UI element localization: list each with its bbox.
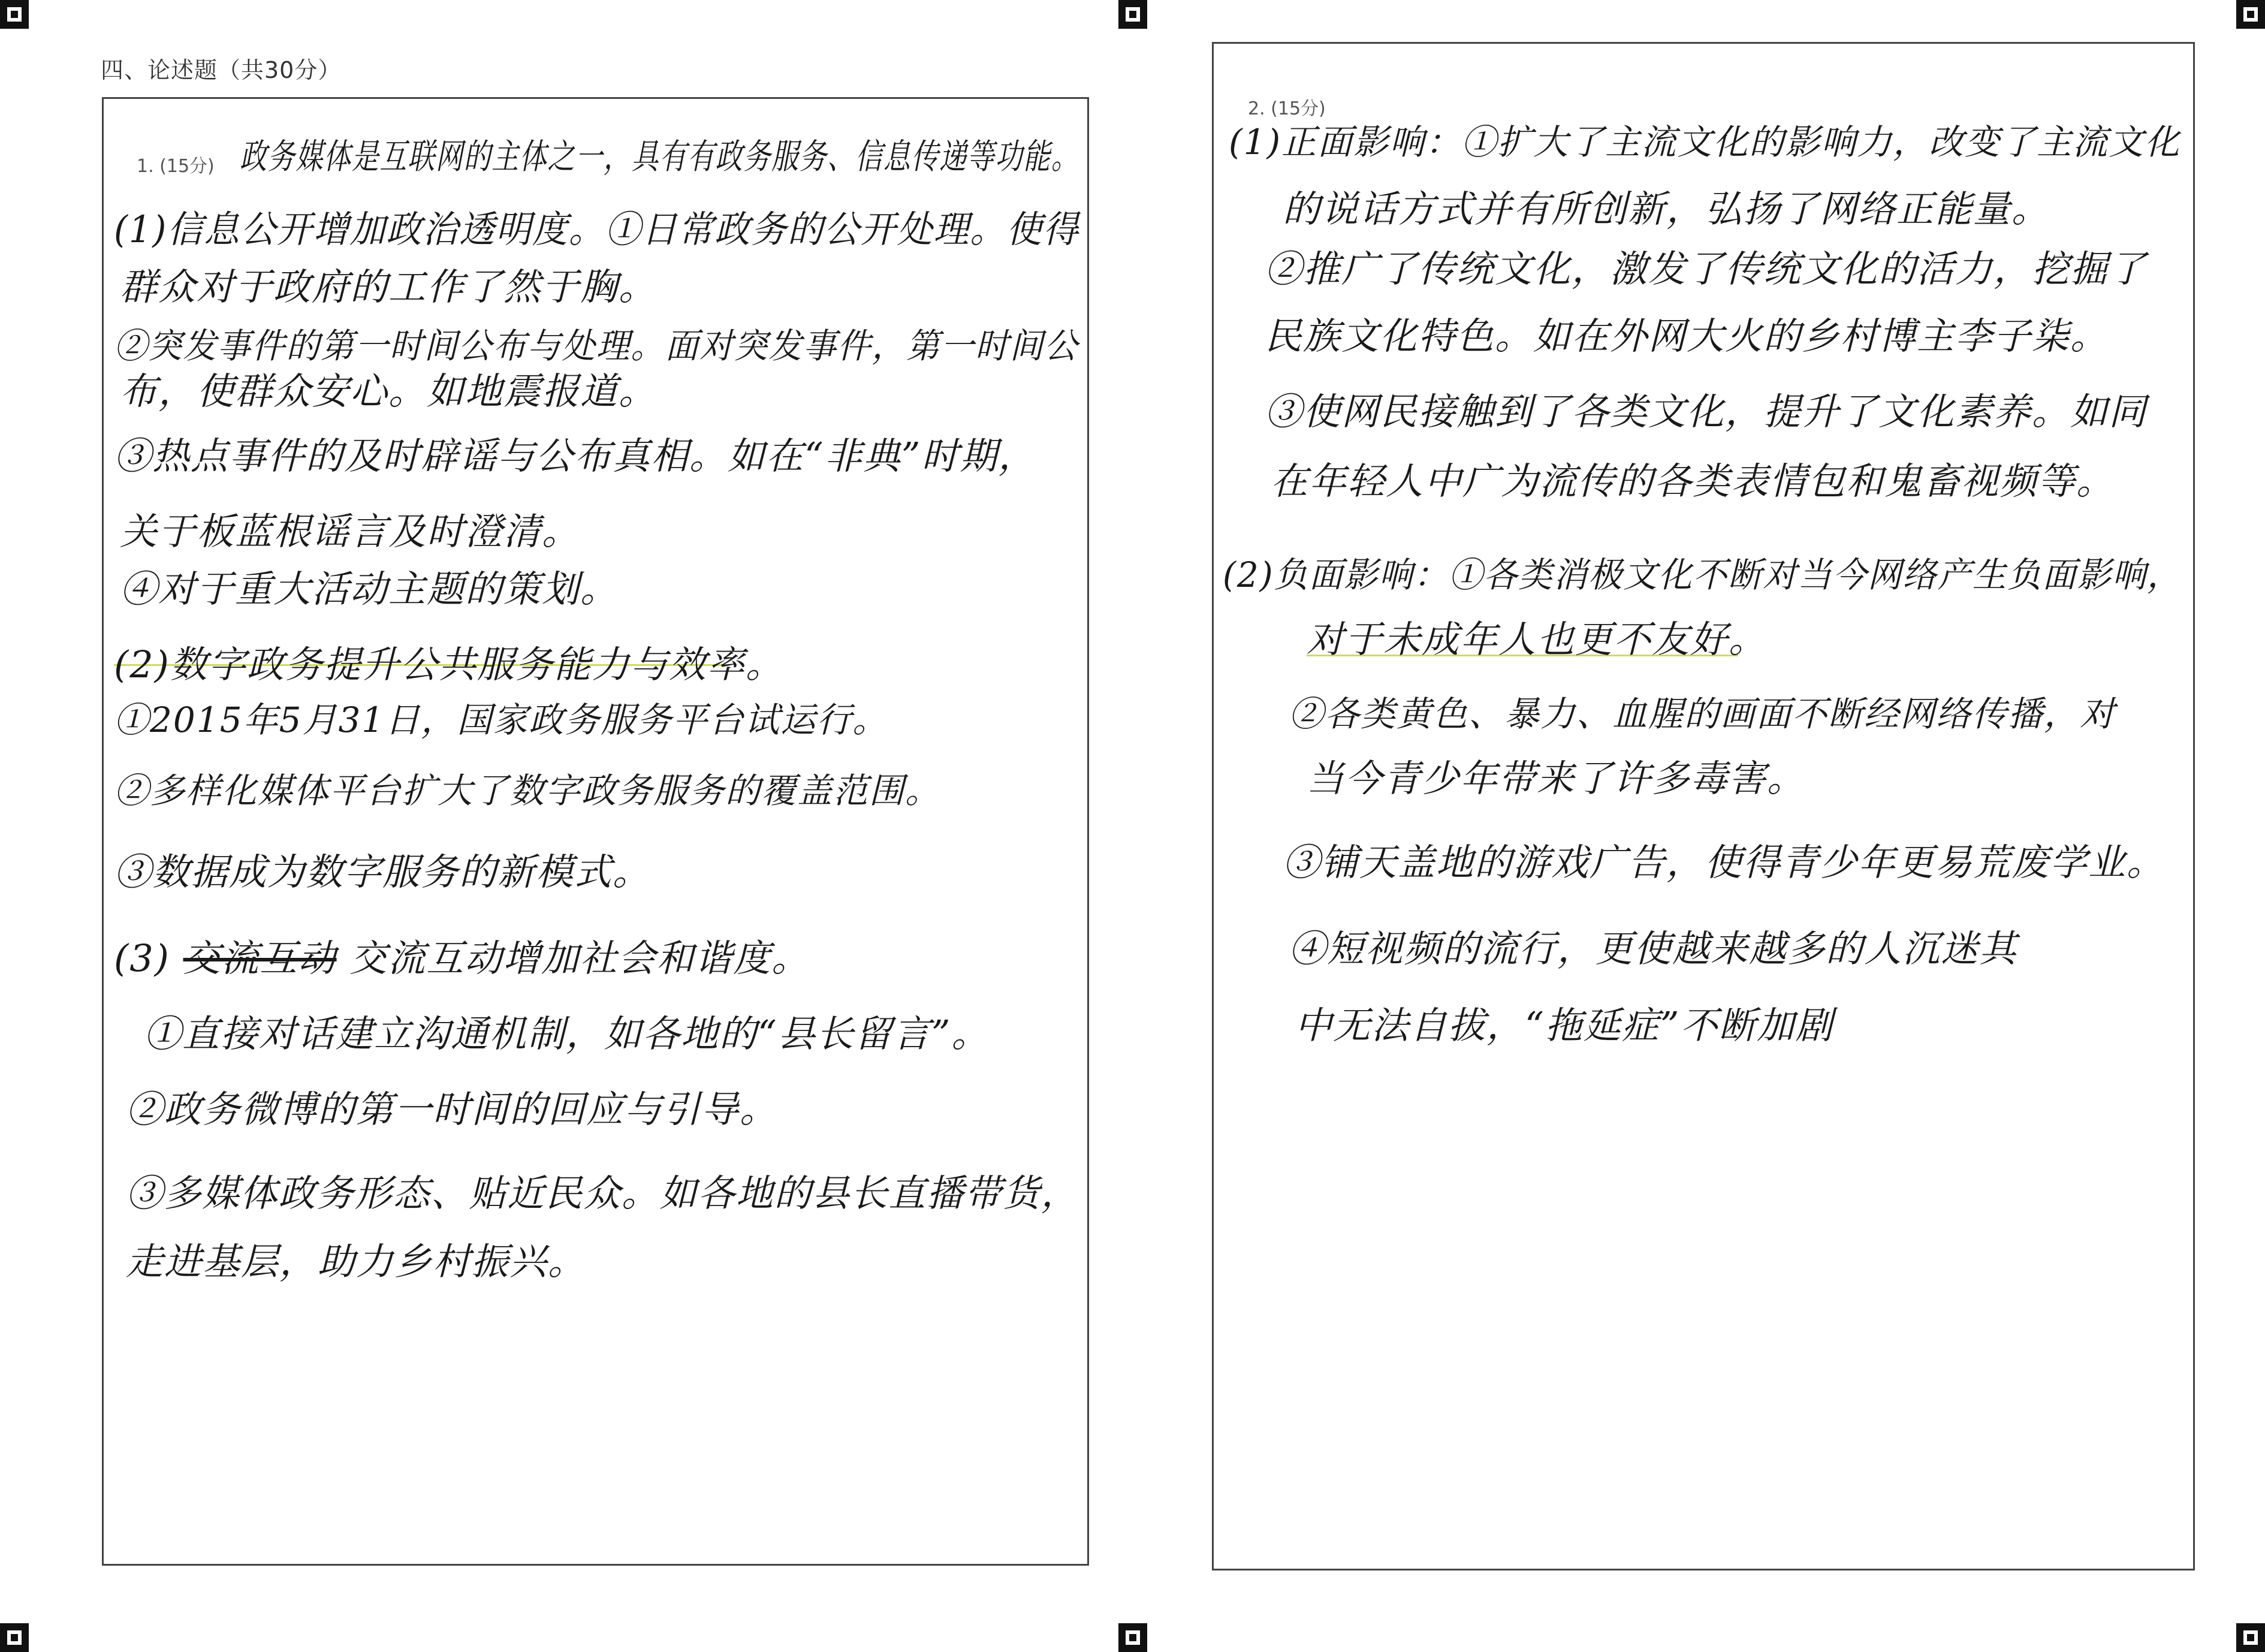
answer-box-q1	[102, 97, 1089, 1566]
answer-line: ②多样化媒体平台扩大了数字政务服务的覆盖范围。	[114, 770, 942, 811]
answer-line: ①2015年5月31日，国家政务服务平台试运行。	[114, 700, 889, 740]
answer-line: 群众对于政府的工作了然于胸。	[120, 265, 658, 309]
question-2-label: 2. (15分)	[1248, 98, 1326, 119]
answer-line: ②政务微博的第一时间的回应与引导。	[126, 1087, 779, 1131]
answer-line: ④短视频的流行，更使越来越多的人沉迷其	[1289, 927, 2018, 970]
question-1-label: 1. (15分)	[137, 156, 215, 177]
answer-line: 走进基层，助力乡村振兴。	[126, 1240, 587, 1283]
answer-line: ③铺天盖地的游戏广告，使得青少年更易荒废学业。	[1283, 840, 2166, 884]
answer-line: ③使网民接触到了各类文化，提升了文化素养。如同	[1265, 390, 2148, 433]
registration-marker-top-left	[0, 0, 29, 29]
answer-line: ②推广了传统文化，激发了传统文化的活力，挖掘了	[1265, 247, 2148, 291]
struck-text: 交流互动	[183, 936, 337, 980]
answer-line: ③热点事件的及时辟谣与公布真相。如在“非典”时期，	[114, 434, 1037, 478]
answer-line: 的说话方式并有所创新，弘扬了网络正能量。	[1283, 187, 2050, 231]
answer-line: 关于板蓝根谣言及时澄清。	[120, 510, 581, 553]
answer-line: ④对于重大活动主题的策划。	[120, 567, 619, 611]
answer-line: 民族文化特色。如在外网大火的乡村博主李子柒。	[1265, 314, 2109, 358]
answer-line: (1)信息公开增加政治透明度。①日常政务的公开处理。使得	[114, 207, 1079, 251]
answer-line: 当今青少年带来了许多毒害。	[1307, 756, 1806, 800]
registration-marker-bottom-left	[0, 1623, 29, 1652]
registration-marker-top-right	[2236, 0, 2265, 29]
answer-line: (2)负面影响：①各类消极文化不断对当今网络产生负面影响，	[1223, 554, 2182, 595]
answer-line: 中无法自拔，“拖延症”不断加剧	[1295, 1003, 1834, 1047]
answer-line: 在年轻人中广为流传的各类表情包和鬼畜视频等。	[1271, 459, 2115, 503]
answer-line: ②各类黄色、暴力、血腥的画面不断经网络传播，对	[1289, 694, 2116, 734]
section-title: 四、论述题（共30分）	[101, 57, 342, 83]
answer-line: (1)正面影响：①扩大了主流文化的影响力，改变了主流文化	[1229, 122, 2181, 162]
item3-text: 交流互动增加社会和谐度。	[349, 936, 810, 980]
registration-marker-bottom-right	[2236, 1623, 2265, 1652]
answer-line: ③数据成为数字服务的新模式。	[114, 850, 652, 894]
answer-line: 对于未成年人也更不友好。	[1307, 617, 1768, 661]
registration-marker-bottom-center	[1118, 1623, 1147, 1652]
answer-line: (2)数字政务提升公共服务能力与效率。	[114, 643, 784, 686]
answer-line: ②突发事件的第一时间公布与处理。面对突发事件，第一时间公	[114, 325, 1079, 366]
item3-prefix: (3)	[114, 936, 170, 980]
answer-line: 布，使群众安心。如地震报道。	[120, 369, 658, 413]
registration-marker-top-center	[1118, 0, 1147, 29]
answer-line: ③多媒体政务形态、贴近民众。如各地的县长直播带货，	[126, 1171, 1079, 1215]
answer-line-item3	[114, 936, 810, 980]
answer-line: ①直接对话建立沟通机制，如各地的“县长留言”。	[144, 1012, 990, 1056]
answer-line: 政务媒体是互联网的主体之一，具有有政务服务、信息传递等功能。	[240, 136, 1079, 177]
